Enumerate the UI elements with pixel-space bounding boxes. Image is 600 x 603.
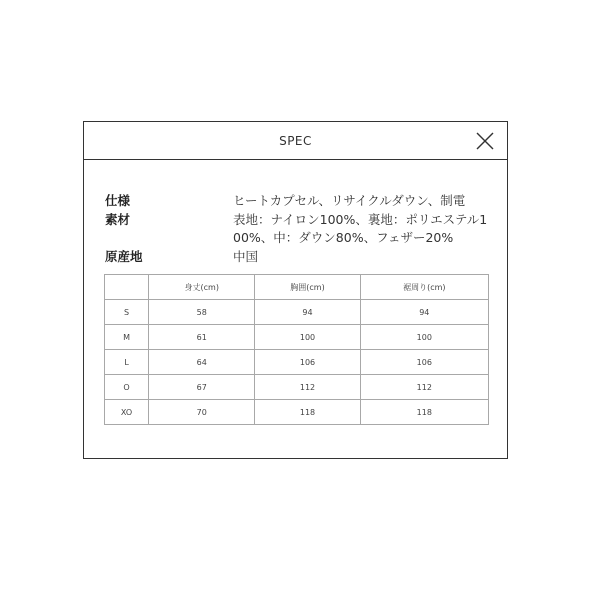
- spec-key: 素材: [105, 212, 131, 227]
- table-cell: S: [105, 300, 149, 325]
- close-button[interactable]: [476, 132, 494, 150]
- table-row: [105, 350, 489, 375]
- table-cell: L: [105, 350, 149, 375]
- modal-title: SPEC: [279, 134, 312, 148]
- table-cell: 70: [149, 400, 255, 425]
- table-cell: 94: [360, 300, 488, 325]
- table-header-row: [105, 275, 489, 300]
- table-row: [105, 400, 489, 425]
- table-row: [105, 325, 489, 350]
- spec-modal: [83, 121, 508, 459]
- spec-value: ヒートカプセル、リサイクルダウン、制電: [233, 193, 466, 208]
- table-cell: XO: [105, 400, 149, 425]
- table-cell: 61: [149, 325, 255, 350]
- table-cell: 118: [360, 400, 488, 425]
- spec-row-origin: [105, 248, 490, 266]
- table-cell: M: [105, 325, 149, 350]
- table-cell: 118: [255, 400, 360, 425]
- table-cell: 58: [149, 300, 255, 325]
- table-cell: O: [105, 375, 149, 400]
- table-header-cell: [105, 275, 149, 300]
- table-cell: 67: [149, 375, 255, 400]
- size-table: [104, 274, 489, 425]
- table-cell: 106: [255, 350, 360, 375]
- table-cell: 112: [360, 375, 488, 400]
- table-cell: 106: [360, 350, 488, 375]
- close-icon: [476, 132, 494, 150]
- table-cell: 64: [149, 350, 255, 375]
- table-header-cell: 胸囲(cm): [255, 275, 360, 300]
- spec-key: 仕様: [105, 193, 131, 208]
- table-header-cell: 裾周り(cm): [360, 275, 488, 300]
- spec-key: 原産地: [105, 249, 143, 264]
- table-cell: 94: [255, 300, 360, 325]
- table-header-cell: 身丈(cm): [149, 275, 255, 300]
- table-row: [105, 300, 489, 325]
- table-cell: 100: [360, 325, 488, 350]
- modal-header: [84, 122, 507, 160]
- table-cell: 100: [255, 325, 360, 350]
- spec-row-material: [105, 211, 490, 247]
- spec-list: [105, 192, 490, 267]
- spec-value: 中国: [233, 249, 259, 264]
- spec-row-specification: [105, 192, 490, 210]
- table-cell: 112: [255, 375, 360, 400]
- spec-value: 表地：ナイロン100%、裏地：ポリエステル100%、中：ダウン80%、フェザー20%: [233, 212, 488, 245]
- table-row: [105, 375, 489, 400]
